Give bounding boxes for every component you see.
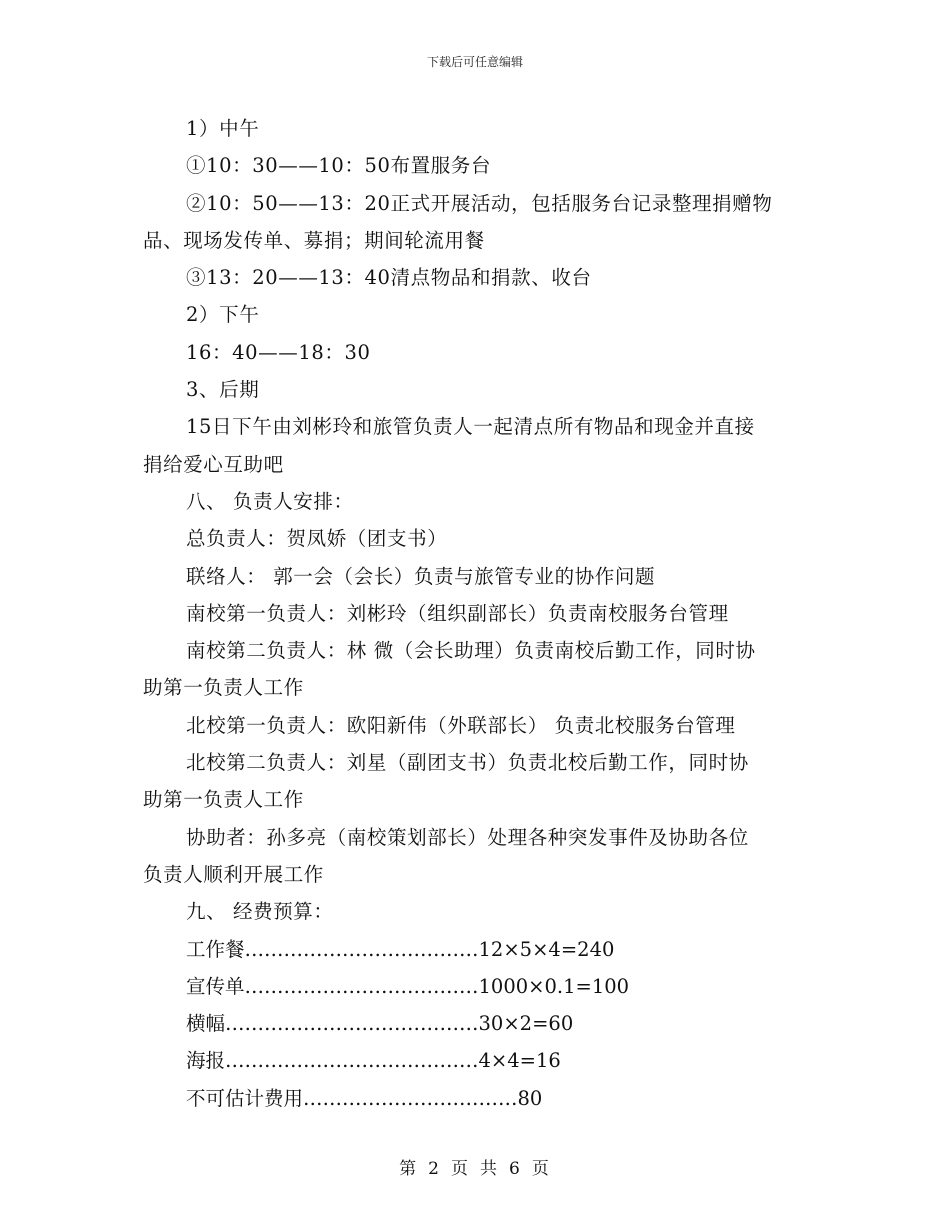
budget-item-label: 不可估计费用 (186, 1086, 304, 1110)
budget-leader-dots: ……………………………… (244, 937, 479, 961)
budget-row (143, 1005, 813, 1042)
budget-item-value: 4×4=16 (478, 1049, 561, 1073)
budget-item-label: 海报 (186, 1049, 226, 1073)
footer-prefix: 第 (399, 1159, 419, 1179)
text-line: 2）下午 (186, 303, 260, 327)
budget-leader-dots: ………………………………… (225, 1012, 479, 1036)
budget-row (143, 931, 813, 968)
footer-page-label: 页 (451, 1159, 470, 1179)
text-line: 联络人： 郭一会（会长）负责与旅管专业的协作问题 (186, 564, 656, 588)
text-line: 北校第一负责人：欧阳新伟（外联部长） 负责北校服务台管理 (186, 713, 736, 737)
text-line: ②10：50——13：20正式开展活动，包括服务台记录整理捐赠物 (186, 191, 773, 215)
budget-item-label: 横幅 (186, 1012, 226, 1036)
text-line: 3、后期 (186, 378, 260, 402)
budget-item-value: 30×2=60 (478, 1012, 574, 1036)
text-line: ③13：20——13：40清点物品和捐款、收台 (186, 266, 592, 290)
text-line: 负责人顺利开展工作 (143, 862, 324, 886)
text-line: 南校第二负责人：林 微（会长助理）负责南校后勤工作，同时协 (186, 639, 756, 663)
footer-total-pages: 6 (509, 1159, 522, 1179)
footer-page-number: 2 (428, 1159, 441, 1179)
text-line: ①10：30——10：50布置服务台 (186, 154, 492, 178)
document-body (143, 110, 813, 1117)
text-line: 16：40——18：30 (186, 340, 371, 364)
footer-total-label: 共 (480, 1159, 499, 1179)
text-line: 捐给爱心互助吧 (143, 452, 284, 476)
text-line: 北校第二负责人：刘星（副团支书）负责北校后勤工作，同时协 (186, 751, 749, 775)
budget-item-value: 1000×0.1=100 (478, 974, 630, 998)
page-header: 下载后可任意编辑 (426, 55, 523, 69)
text-line: 助第一负责人工作 (143, 676, 304, 700)
budget-row (143, 1080, 813, 1117)
budget-item-value: 12×5×4=240 (478, 937, 615, 961)
text-line: 八、 负责人安排： (186, 489, 354, 513)
budget-row (143, 968, 813, 1005)
text-line: 九、 经费预算： (186, 900, 334, 924)
text-line: 助第一负责人工作 (143, 788, 304, 812)
budget-leader-dots: …………………………… (303, 1086, 518, 1110)
budget-leader-dots: ………………………………… (225, 1049, 479, 1073)
budget-row (143, 1042, 813, 1079)
text-line: 品、现场发传单、募捐；期间轮流用餐 (143, 228, 485, 252)
text-line: 15日下午由刘彬玲和旅管负责人一起清点所有物品和现金并直接 (186, 415, 755, 439)
budget-item-label: 工作餐 (186, 937, 245, 961)
budget-item-label: 宣传单 (186, 974, 245, 998)
text-line: 1）中午 (186, 117, 260, 140)
text-line: 总负责人：贺凤娇（团支书） (186, 527, 448, 551)
budget-leader-dots: ……………………………… (244, 974, 479, 998)
text-line: 协助者：孙多亮（南校策划部长）处理各种突发事件及协助各位 (186, 825, 749, 849)
footer-suffix: 页 (531, 1159, 551, 1179)
budget-item-value: 80 (517, 1086, 543, 1110)
text-line: 南校第一负责人：刘彬玲（组织副部长）负责南校服务台管理 (186, 601, 729, 625)
page-footer (0, 1154, 950, 1179)
